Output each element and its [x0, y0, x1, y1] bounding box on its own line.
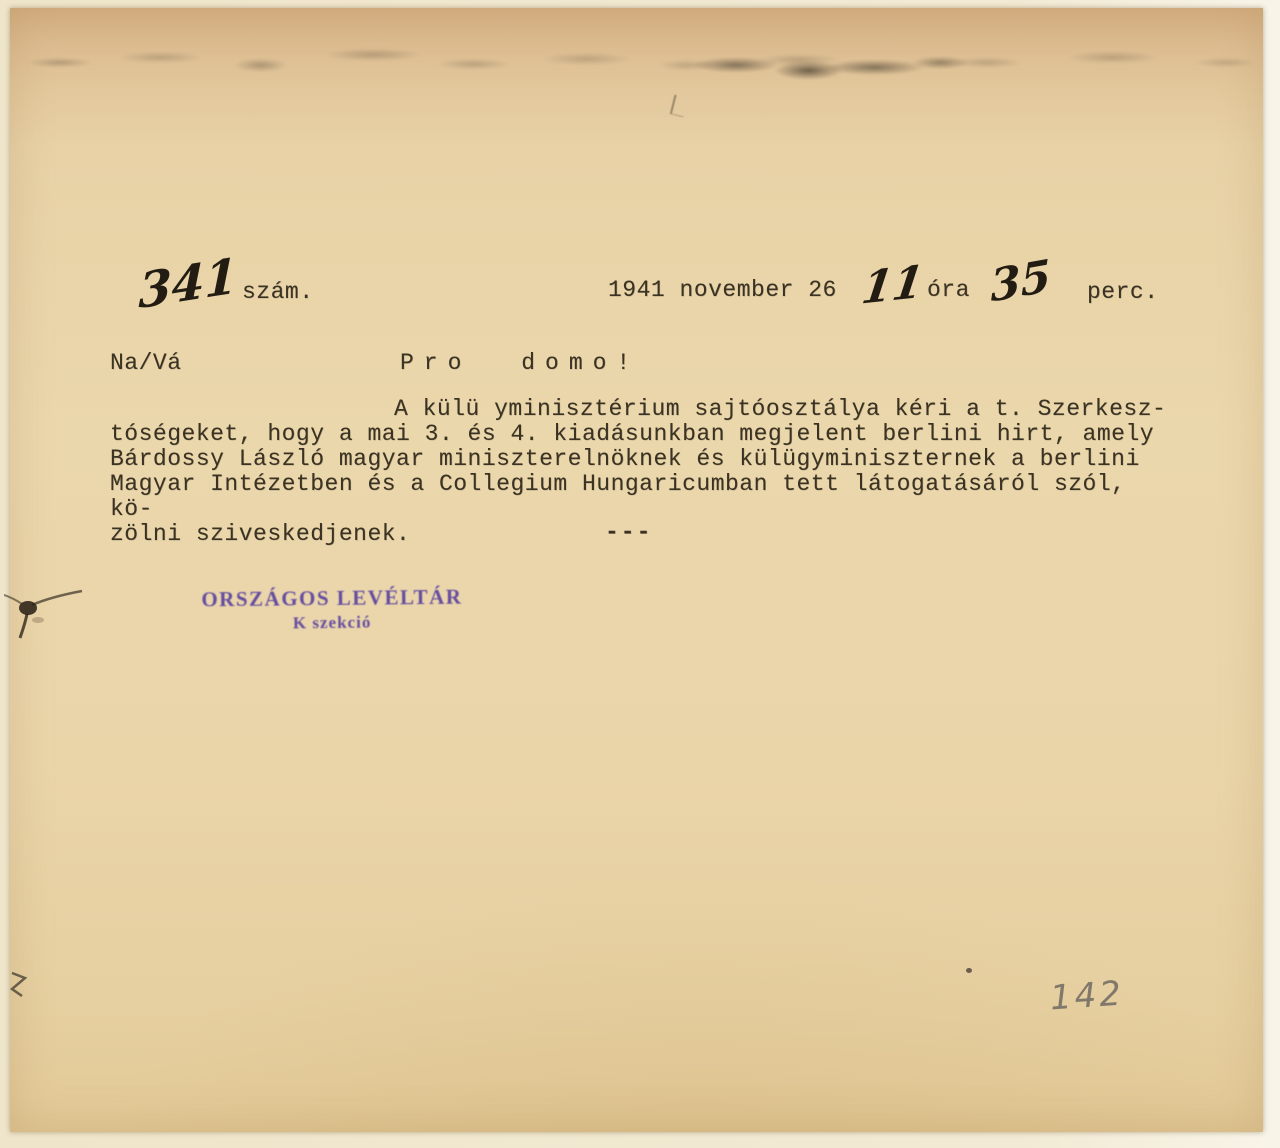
stamp-archive-name: ORSZÁGOS LEVÉLTÁR: [201, 584, 463, 612]
pencil-page-number: 142: [1048, 973, 1126, 1019]
body-line: zölni sziveskedjenek.: [110, 521, 411, 547]
hour-label: óra: [927, 277, 970, 303]
document-number-label: szám.: [242, 279, 314, 305]
ink-blot-mark: [4, 576, 88, 640]
archive-stamp: [188, 584, 476, 634]
ink-speck: [966, 968, 972, 973]
minute-handwritten: 35: [989, 250, 1052, 313]
faint-pencil-mark: [670, 95, 688, 118]
dash-separator: ---: [605, 519, 653, 545]
hour-handwritten: 11: [858, 256, 927, 315]
stamp-section-name: K szekció: [292, 612, 372, 633]
body-line: A külü yminisztérium sajtóosztálya kéri a t. Szerkesz-: [394, 396, 1167, 422]
minute-label: perc.: [1087, 279, 1159, 305]
body-line: Magyar Intézetben és a Collegium Hungaricumban tett látogatásáról szól, kö-: [110, 471, 1126, 522]
reference-initials: Na/Vá: [110, 350, 182, 376]
top-smudge-dark-cluster: [670, 42, 1000, 88]
document-number-handwritten: 341: [138, 247, 239, 321]
pencil-z-mark: [8, 970, 34, 1002]
pro-domo-heading: Pro domo!: [400, 350, 641, 376]
body-line: tóségeket, hogy a mai 3. és 4. kiadásunkban megjelent berlini hirt, amely: [110, 421, 1155, 447]
top-smudge-band: [10, 34, 1263, 86]
date-typed: 1941 november 26: [608, 277, 837, 303]
document-page: [10, 8, 1263, 1132]
body-line: Bárdossy László magyar miniszterelnöknek és külügyminiszternek a berlini: [110, 446, 1140, 472]
